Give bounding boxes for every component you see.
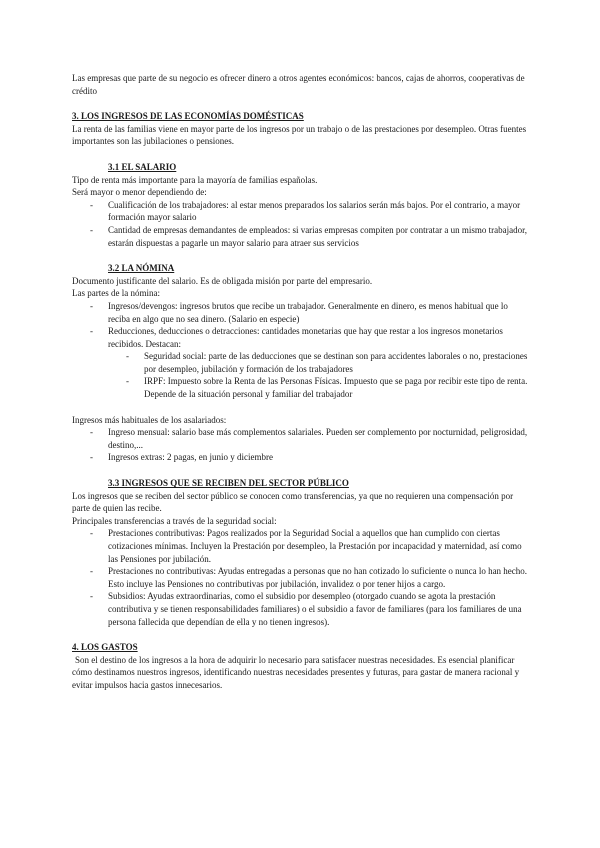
section-3-1-list — [72, 199, 532, 249]
section-3-2-line-3: Ingresos más habituales de los asalariados: — [72, 414, 227, 425]
sub-list-item: - Seguridad social: parte de las deducciones que se destinan son para accidentes laborales o no, prestaciones por desempleo, jubilación y formación de los trabajadores — [72, 350, 532, 375]
section-3-heading: 3. LOS INGRESOS DE LAS ECONOMÍAS DOMÉSTICAS — [72, 111, 304, 122]
document-page — [72, 72, 532, 692]
list-item: - Ingreso mensual: salario base más complementos salariales. Pueden ser complemento por nocturnidad, peligrosidad, destino,... — [72, 426, 532, 451]
section-3-1-line-2: Será mayor o menor dependiendo de: — [72, 187, 207, 198]
list-item: - Reducciones, deducciones o detracciones: cantidades monetarias que hay que restar a los ingresos monetarios recibidos. Destacan: — [72, 325, 532, 350]
list-item: - Cantidad de empresas demandantes de empleados: si varias empresas compiten por contratar a un mismo trabajador, estarán dispuestas a pagarle un mayor salario para atraer sus servicios — [72, 224, 532, 249]
section-3-3-heading: 3.3 INGRESOS QUE SE RECIBEN DEL SECTOR PÚBLICO — [108, 478, 349, 489]
section-4-heading: 4. LOS GASTOS — [72, 642, 138, 653]
sub-list-item: - IRPF: Impuesto sobre la Renta de las Personas Físicas. Impuesto que se paga por recibir este tipo de renta. Depende de la situación personal y familiar del trabajador — [72, 375, 532, 400]
list-item: - Ingresos extras: 2 pagas, en junio y diciembre — [72, 451, 532, 464]
section-3-3-list — [72, 527, 532, 628]
list-item: - Cualificación de los trabajadores: al estar menos preparados los salarios serán más bajos. Por el contrario, a mayor formación mayor salario — [72, 199, 532, 224]
section-3-paragraph: La renta de las familias viene en mayor parte de los ingresos por un trabajo o de las prestaciones por desempleo. Otras fuentes importantes son las jubilaciones o pensiones. — [72, 123, 527, 147]
section-3-2-list — [72, 300, 532, 401]
section-3-1-heading: 3.1 EL SALARIO — [108, 161, 177, 172]
section-3-1-line-1: Tipo de renta más importante para la mayoría de familias españolas. — [72, 174, 318, 185]
section-3-3-line-2: Principales transferencias a través de la seguridad social: — [72, 515, 277, 526]
list-item: - Prestaciones contributivas: Pagos realizados por la Seguridad Social a aquellos que han cumplido con ciertas cotizaciones mínimas. Incluyen la Prestación por desempleo, la Prestación por incapacidad y maternidad, así como las Pensiones por jubilación. — [72, 527, 532, 565]
list-item: - Ingresos/devengos: ingresos brutos que recibe un trabajador. Generalmente en dinero, es menos habitual que lo reciba en algo que no sea dinero. (Salario en especie) — [72, 300, 532, 325]
section-3-2-heading: 3.2 LA NÓMINA — [108, 263, 175, 274]
section-3-2-line-1: Documento justificante del salario. Es de obligada misión por parte del empresario. — [72, 275, 373, 286]
section-3-2-list-2 — [72, 426, 532, 464]
intro-paragraph: Las empresas que parte de su negocio es ofrecer dinero a otros agentes económicos: bancos, cajas de ahorros, cooperativas de crédito — [72, 73, 525, 96]
list-item: - Prestaciones no contributivas: Ayudas entregadas a personas que no han cotizado lo suficiente o nunca lo han hecho. Esto incluye las Pensiones no contributivas por jubilación, invalidez o por tener hijos a cargo. — [72, 565, 532, 590]
section-3-2-line-2: Las partes de la nómina: — [72, 288, 160, 299]
list-item: - Subsidios: Ayudas extraordinarias, como el subsidio por desempleo (otorgado cuando se agota la prestación contributiva y se tienen responsabilidades familiares) o el subsidio a favor de familiares (para los familiares de una persona fallecida que dependían de ella y no tienen ingresos). — [72, 590, 532, 628]
section-3-3-paragraph: Los ingresos que se reciben del sector público se conocen como transferencias, ya que no requieren una compensación por parte de quien las recibe. — [72, 490, 514, 514]
section-4-paragraph: Son el destino de los ingresos a la hora de adquirir lo necesario para satisfacer nuestras necesidades. Es esencial planificar cómo destinamos nuestros ingresos, identificando nuestras necesidades presentes y futuras, para gastar de manera racional y evitar impulsos hacia gastos innecesarios. — [72, 654, 520, 690]
